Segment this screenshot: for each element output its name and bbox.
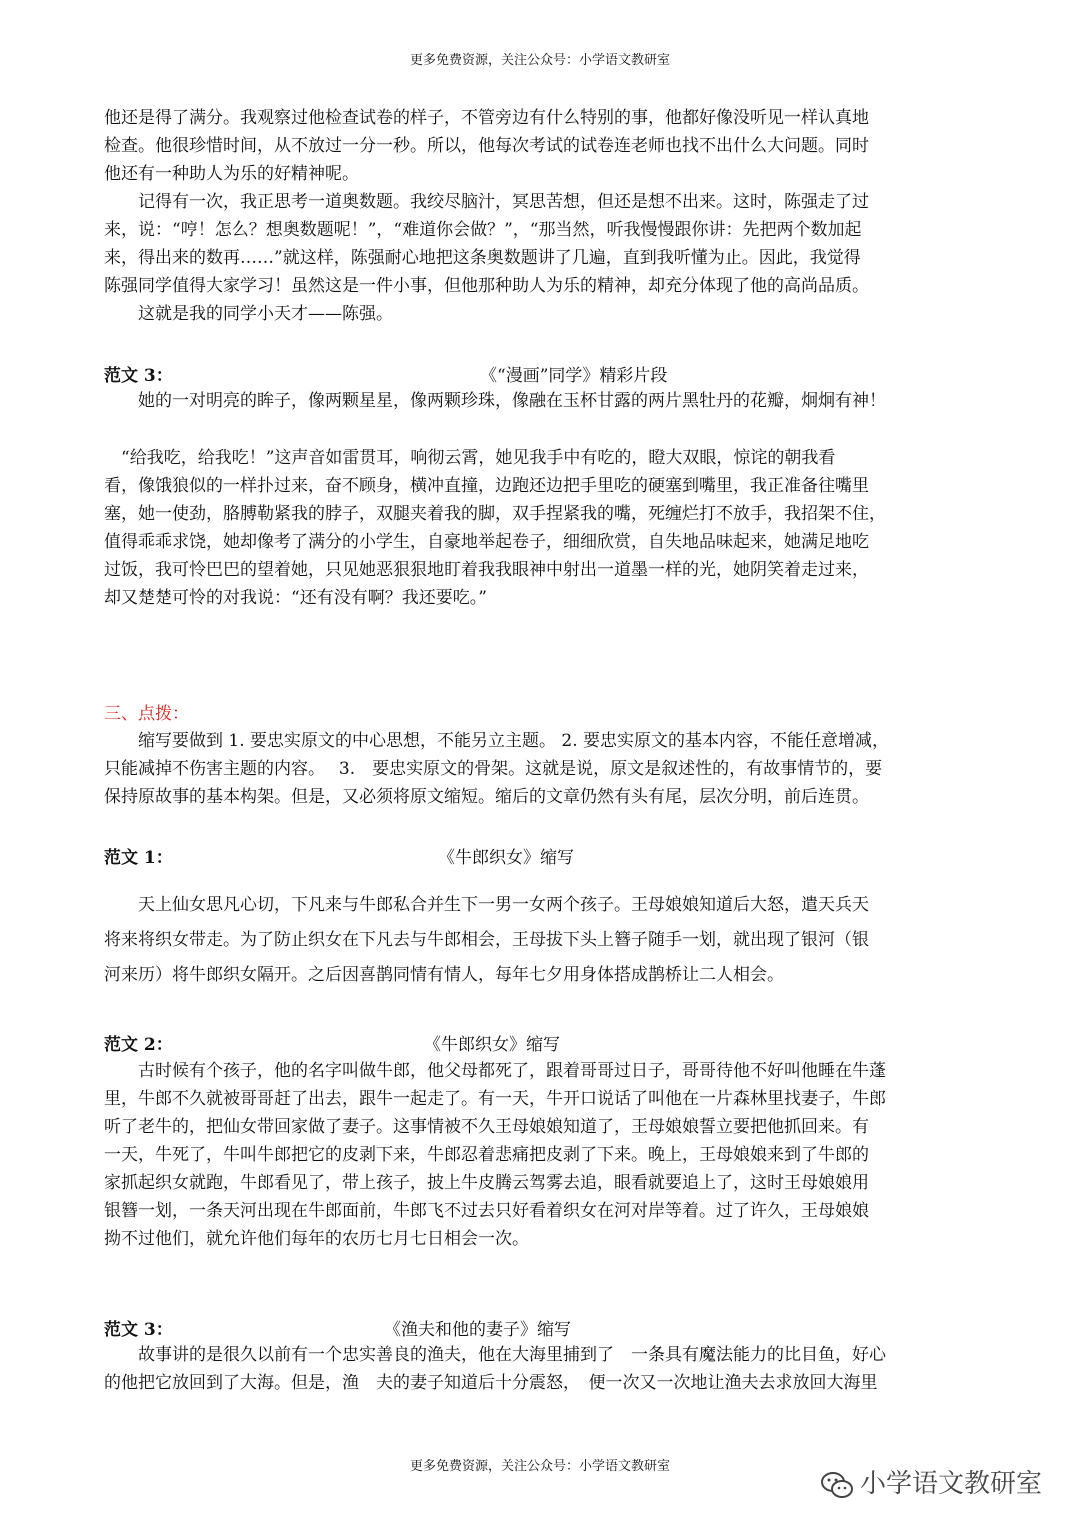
text-line: 将来将织女带走。为了防止织女在下凡去与牛郎相会，王母拔下头上簪子随手一划，就出现了银河（银	[104, 930, 869, 950]
example-title: 《牛郎织女》缩写	[438, 848, 574, 868]
text-line: 来，得出来的数再……”就这样，陈强耐心地把这条奥数题讲了几遍，直到我听懂为止。因此，我觉得	[104, 248, 861, 268]
text-line: 过饭，我可怜巴巴的望着她，只见她恶狠狠地盯着我我眼神中射出一道墨一样的光，她阴笑着走过来，	[104, 560, 869, 580]
text-line: 古时候有个孩子，他的名字叫做牛郎，他父母都死了，跟着哥哥过日子，哥哥待他不好叫他睡在牛蓬	[104, 1061, 886, 1081]
text-line: 陈强同学值得大家学习！虽然这是一件小事，但他那种助人为乐的精神，却充分体现了他的高尚品质。	[104, 276, 869, 296]
text-line: 记得有一次，我正思考一道奥数题。我绞尽脑汁，冥思苦想，但还是想不出来。这时，陈强走了过	[104, 192, 869, 212]
example-label: 范文 3：	[104, 1320, 173, 1340]
example-label: 范文 1：	[104, 848, 173, 868]
text-line: 河来历）将牛郎织女隔开。之后因喜鹊同情有情人，每年七夕用身体搭成鹊桥让二人相会。	[104, 965, 784, 985]
example-label: 范文 2：	[104, 1035, 173, 1055]
text-line: 看，像饿狼似的一样扑过来，奋不顾身，横冲直撞，边跑还边把手里吃的硬塞到嘴里，我正准备往嘴里	[104, 476, 869, 496]
wechat-watermark	[820, 1463, 1042, 1500]
text-line: “给我吃，给我吃！”这声音如雷贯耳，响彻云霄，她见我手中有吃的，瞪大双眼，惊诧的朝我看	[104, 448, 836, 468]
wechat-icon	[820, 1470, 854, 1500]
text-line: 的他把它放回到了大海。但是，渔 夫的妻子知道后十分震怒， 便一次又一次地让渔夫去求放回大海里	[104, 1373, 878, 1393]
watermark-text: 小学语文教研室	[860, 1469, 1043, 1499]
page-header: 更多免费资源，关注公众号：小学语文教研室	[409, 53, 670, 68]
text-line: 检查。他很珍惜时间，从不放过一分一秒。所以，他每次考试的试卷连老师也找不出什么大问题。同时	[104, 136, 869, 156]
section-heading: 三、点拨：	[104, 704, 189, 724]
text-line: 值得乖乖求饶，她却像考了满分的小学生，自豪地举起卷子，细细欣赏，自失地品味起来，她满足地吃	[104, 532, 869, 552]
text-line: 拗不过他们，就允许他们每年的农历七月七日相会一次。	[104, 1229, 529, 1249]
text-line: 她的一对明亮的眸子，像两颗星星，像两颗珍珠，像融在玉杯甘露的两片黑牡丹的花瓣，炯炯有神！	[104, 391, 886, 411]
example-title: 《渔夫和他的妻子》缩写	[384, 1320, 571, 1340]
text-line: 里，牛郎不久就被哥哥赶了出去，跟牛一起走了。有一天，牛开口说话了叫他在一片森林里找妻子，牛郎	[104, 1089, 886, 1109]
text-line: 只能减掉不伤害主题的内容。 3. 要忠实原文的骨架。这就是说，原文是叙述性的，有故事情节的，要	[104, 759, 883, 779]
text-line: 塞，她一使劲，胳膊勒紧我的脖子，双腿夹着我的脚，双手捏紧我的嘴，死缠烂打不放手，我招架不住，	[104, 504, 886, 524]
text-line: 一天，牛死了，牛叫牛郎把它的皮剥下来，牛郎忍着悲痛把皮剥了下来。晚上，王母娘娘来到了牛郎的	[104, 1145, 869, 1165]
text-line: 保持原故事的基本构架。但是，又必须将原文缩短。缩后的文章仍然有头有尾，层次分明，前后连贯。	[104, 787, 869, 807]
page-footer: 更多免费资源，关注公众号：小学语文教研室	[409, 1459, 670, 1474]
text-line: 故事讲的是很久以前有一个忠实善良的渔夫，他在大海里捕到了 一条具有魔法能力的比目鱼，好心	[104, 1345, 886, 1365]
text-line: 天上仙女思凡心切，下凡来与牛郎私合并生下一男一女两个孩子。王母娘娘知道后大怒，遣天兵天	[104, 895, 869, 915]
text-line: 银簪一划，一条天河出现在牛郎面前，牛郎飞不过去只好看着织女在河对岸等着。过了许久，王母娘娘	[104, 1201, 869, 1221]
text-line: 家抓起织女就跑，牛郎看见了，带上孩子，披上牛皮腾云驾雾去追，眼看就要追上了，这时王母娘娘用	[104, 1173, 869, 1193]
text-line: 却又楚楚可怜的对我说：“还有没有啊？我还要吃。”	[104, 588, 487, 608]
text-line: 缩写要做到 1. 要忠实原文的中心思想，不能另立主题。 2. 要忠实原文的基本内容，不能任意增减，	[104, 731, 890, 751]
example-title: 《“漫画”同学》精彩片段	[480, 366, 668, 386]
text-line: 来，说：“哼！怎么？想奥数题呢！”，“难道你会做？”，“那当然，听我慢慢跟你讲：先把两个数加起	[104, 220, 862, 240]
example-label: 范文 3：	[104, 366, 173, 386]
text-line: 他还是得了满分。我观察过他检查试卷的样子，不管旁边有什么特别的事，他都好像没听见一样认真地	[104, 108, 869, 128]
text-line: 他还有一种助人为乐的好精神呢。	[104, 164, 359, 184]
text-line: 这就是我的同学小天才——陈强。	[104, 304, 393, 324]
example-title: 《牛郎织女》缩写	[424, 1035, 560, 1055]
text-line: 听了老牛的，把仙女带回家做了妻子。这事情被不久王母娘娘知道了，王母娘娘誓立要把他抓回来。有	[104, 1117, 869, 1137]
